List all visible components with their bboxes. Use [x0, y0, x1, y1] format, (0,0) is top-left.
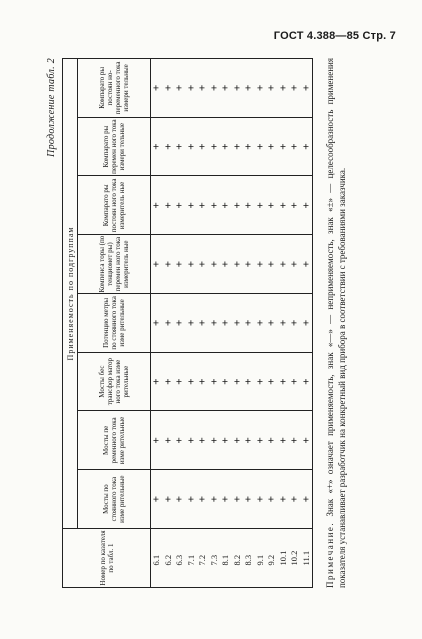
column-header: Мосты бес трансфор матор ного тока изме рительные	[78, 352, 151, 411]
applicability-mark: +	[243, 437, 254, 444]
applicability-mark: +	[151, 496, 162, 503]
marks-cell	[151, 235, 313, 294]
row-number: 10.1	[277, 550, 288, 566]
marks-list	[151, 496, 312, 502]
applicability-mark: +	[208, 319, 220, 326]
row-number: 6.3	[174, 554, 184, 566]
marks-cell	[151, 294, 313, 353]
applicability-mark: +	[208, 437, 220, 444]
column-header: Компарато ры постоян ного тока измеритель ные	[78, 176, 151, 235]
applicability-mark: +	[231, 378, 243, 385]
row-number: 6.2	[162, 554, 173, 566]
applicability-mark: +	[231, 202, 243, 209]
applicability-mark: +	[243, 378, 254, 385]
marks-list	[151, 202, 312, 208]
marks-list	[151, 320, 312, 326]
applicability-mark: +	[254, 261, 266, 268]
applicability-mark: +	[277, 319, 289, 326]
applicability-mark: +	[208, 378, 220, 385]
first-column-header: Номер по казателя по табл. 1	[63, 529, 151, 588]
applicability-mark: +	[185, 496, 197, 503]
row-number: 8.2	[231, 554, 242, 566]
applicability-mark: +	[277, 84, 289, 91]
applicability-table	[62, 58, 313, 588]
marks-list	[151, 437, 312, 443]
row-number: 11.1	[300, 550, 311, 566]
row-numbers-list	[151, 551, 312, 566]
column-header: Компарато ры перемен ного тока измери тельные	[78, 117, 151, 176]
applicability-mark: +	[266, 496, 277, 503]
applicability-mark: +	[151, 84, 162, 91]
applicability-mark: +	[266, 437, 277, 444]
continuation-caption: Продолжение табл. 2	[46, 58, 57, 157]
applicability-mark: +	[197, 496, 208, 503]
applicability-mark: +	[197, 202, 208, 209]
applicability-mark: +	[289, 319, 300, 326]
marks-cell	[151, 470, 313, 529]
applicability-mark: +	[300, 84, 312, 91]
applicability-mark: +	[162, 319, 174, 326]
applicability-mark: +	[185, 319, 197, 326]
applicability-mark: +	[266, 261, 277, 268]
applicability-mark: +	[151, 437, 162, 444]
applicability-mark: +	[197, 319, 208, 326]
row-number: 10.2	[289, 550, 299, 566]
applicability-mark: +	[300, 261, 312, 268]
applicability-mark: +	[231, 437, 243, 444]
column-header: Мосты пе ременного тока изме рительные	[78, 411, 151, 470]
applicability-mark: +	[220, 143, 231, 150]
applicability-mark: +	[266, 319, 277, 326]
applicability-mark: +	[151, 143, 162, 150]
applicability-mark: +	[220, 378, 231, 385]
applicability-mark: +	[174, 378, 185, 385]
applicability-mark: +	[151, 202, 162, 209]
applicability-mark: +	[277, 202, 289, 209]
applicability-mark: +	[289, 496, 300, 503]
applicability-mark: +	[208, 261, 220, 268]
applicability-mark: +	[185, 202, 197, 209]
applicability-mark: +	[289, 261, 300, 268]
note-lead: Примечание.	[325, 521, 335, 588]
applicability-mark: +	[174, 261, 185, 268]
applicability-mark: +	[300, 437, 312, 444]
applicability-mark: +	[174, 143, 185, 150]
note-text: Знак «+» означает применяемость, знак «—» — неприменяемость, знак «±» — целесообразность применения показателя устанавливает разработчик на конкретный вид прибора в соответствии с требованиями заказчика.	[325, 58, 347, 588]
applicability-mark: +	[300, 496, 312, 503]
applicability-mark: +	[162, 143, 174, 150]
applicability-mark: +	[254, 378, 266, 385]
row-number: 7.3	[208, 554, 219, 566]
applicability-mark: +	[208, 84, 220, 91]
applicability-mark: +	[300, 143, 312, 150]
column-header: Компенса торы (по тенциомет ры) перемен ного тока измеритель ные	[78, 235, 151, 294]
row-numbers-cell	[151, 529, 313, 588]
applicability-mark: +	[266, 378, 277, 385]
applicability-mark: +	[220, 261, 231, 268]
applicability-mark: +	[254, 319, 266, 326]
marks-cell	[151, 59, 313, 118]
applicability-mark: +	[208, 496, 220, 503]
applicability-mark: +	[231, 496, 243, 503]
marks-list	[151, 85, 312, 91]
applicability-mark: +	[243, 496, 254, 503]
applicability-mark: +	[243, 319, 254, 326]
applicability-mark: +	[185, 261, 197, 268]
applicability-mark: +	[300, 319, 312, 326]
applicability-mark: +	[277, 437, 289, 444]
applicability-mark: +	[197, 437, 208, 444]
applicability-mark: +	[162, 84, 174, 91]
applicability-mark: +	[289, 84, 300, 91]
applicability-mark: +	[197, 84, 208, 91]
marks-cell	[151, 411, 313, 470]
applicability-mark: +	[174, 84, 185, 91]
row-number: 9.1	[254, 554, 265, 566]
marks-cell	[151, 352, 313, 411]
applicability-mark: +	[162, 202, 174, 209]
column-header: Потенцио метры по стоянного тока изме рительные	[78, 294, 151, 353]
marks-cell	[151, 117, 313, 176]
applicability-mark: +	[197, 378, 208, 385]
applicability-mark: +	[220, 84, 231, 91]
applicability-mark: +	[289, 143, 300, 150]
group-header: Применяемость по подгруппам	[63, 59, 78, 529]
applicability-mark: +	[254, 202, 266, 209]
applicability-mark: +	[277, 496, 289, 503]
applicability-mark: +	[162, 261, 174, 268]
applicability-mark: +	[151, 319, 162, 326]
applicability-mark: +	[300, 202, 312, 209]
applicability-mark: +	[220, 319, 231, 326]
applicability-mark: +	[185, 437, 197, 444]
marks-list	[151, 144, 312, 150]
row-number: 8.1	[220, 554, 230, 566]
applicability-mark: +	[220, 202, 231, 209]
rotated-table-page	[48, 58, 388, 588]
applicability-mark: +	[231, 143, 243, 150]
applicability-mark: +	[243, 84, 254, 91]
applicability-mark: +	[243, 261, 254, 268]
applicability-mark: +	[162, 496, 174, 503]
row-number: 9.2	[266, 554, 276, 566]
row-number: 6.1	[151, 554, 161, 566]
applicability-mark: +	[197, 261, 208, 268]
marks-cell	[151, 176, 313, 235]
applicability-mark: +	[174, 202, 185, 209]
applicability-mark: +	[151, 378, 162, 385]
applicability-mark: +	[197, 143, 208, 150]
applicability-mark: +	[300, 378, 312, 385]
applicability-mark: +	[162, 378, 174, 385]
table-note	[324, 58, 348, 588]
applicability-mark: +	[254, 143, 266, 150]
applicability-mark: +	[277, 378, 289, 385]
applicability-mark: +	[208, 202, 220, 209]
applicability-mark: +	[266, 202, 277, 209]
page-header: ГОСТ 4.388—85 Стр. 7	[273, 30, 396, 42]
column-header: Мосты по стоянного тока изме рительные	[78, 470, 151, 529]
applicability-mark: +	[151, 261, 162, 268]
applicability-mark: +	[208, 143, 220, 150]
applicability-mark: +	[174, 319, 185, 326]
marks-list	[151, 379, 312, 385]
applicability-mark: +	[174, 496, 185, 503]
applicability-mark: +	[185, 378, 197, 385]
marks-list	[151, 261, 312, 267]
column-header: Компарато ры постоян но-переменного тока измери тельные	[78, 59, 151, 118]
applicability-mark: +	[254, 496, 266, 503]
applicability-mark: +	[277, 261, 289, 268]
applicability-mark: +	[162, 437, 174, 444]
applicability-mark: +	[220, 437, 231, 444]
applicability-mark: +	[289, 202, 300, 209]
applicability-mark: +	[231, 84, 243, 91]
applicability-mark: +	[254, 437, 266, 444]
applicability-mark: +	[289, 378, 300, 385]
applicability-mark: +	[277, 143, 289, 150]
applicability-mark: +	[231, 319, 243, 326]
applicability-mark: +	[243, 202, 254, 209]
applicability-mark: +	[174, 437, 185, 444]
applicability-mark: +	[266, 84, 277, 91]
applicability-mark: +	[254, 84, 266, 91]
applicability-mark: +	[231, 261, 243, 268]
row-number: 7.2	[197, 554, 207, 566]
applicability-mark: +	[243, 143, 254, 150]
applicability-mark: +	[185, 84, 197, 91]
applicability-mark: +	[266, 143, 277, 150]
row-number: 8.3	[243, 554, 253, 566]
applicability-mark: +	[185, 143, 197, 150]
applicability-mark: +	[220, 496, 231, 503]
row-number: 7.1	[185, 554, 196, 566]
applicability-mark: +	[289, 437, 300, 444]
